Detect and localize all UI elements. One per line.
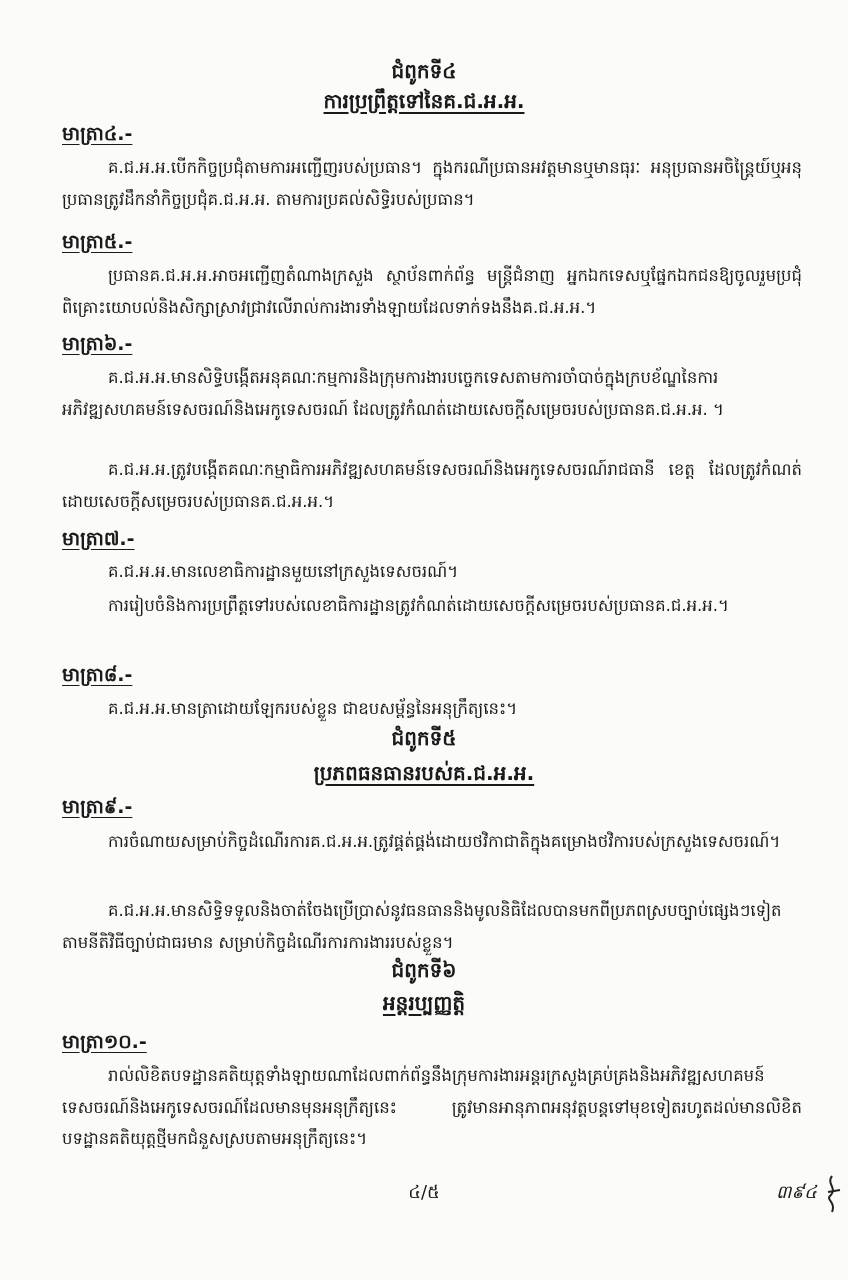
page-number: ៤/៥ — [408, 1182, 440, 1203]
handwritten-page-number: ៣៩៤ — [776, 1182, 817, 1203]
article-9-text-1: ការចំណាយសម្រាប់កិច្ចដំណើរការគ.ជ.អ.អ.ត្រូវផ្គត់ផ្គង់ដោយថវិកាជាតិក្នុងគម្រោងថវិការបស់ក្រសួងទេសចរណ៍។ — [108, 832, 781, 851]
article-7-label: មាត្រា៧.- — [62, 528, 135, 550]
article-6-text-2: គ.ជ.អ.អ.ត្រូវបង្កើតគណៈកម្មាធិការអភិវឌ្ឍសហគមន៍ទេសចរណ៍និងអេកូទេសចរណ៍រាជធានី ខេត្ត ដែលត្រូវកំណត់ដោយសេចក្ដីសម្រេចរបស់ប្រធានគ.ជ.អ.អ.។ — [62, 460, 802, 511]
chapter-4-title-text: ការប្រព្រឹត្តទៅនៃគ.ជ.អ.អ. — [323, 89, 525, 113]
article-6-paragraph-1 — [62, 362, 802, 425]
chapter-6-title-text: អន្តរប្បញ្ញត្តិ — [382, 991, 466, 1015]
chapter-5-title-text: ប្រភពធនធានរបស់គ.ជ.អ.អ. — [313, 761, 535, 785]
chapter-4-heading: ជំពូកទី៤ — [391, 59, 457, 83]
article-7-text-2: ការរៀបចំនិងការប្រព្រឹត្តទៅរបស់លេខាធិការដ្ឋានត្រូវកំណត់ដោយសេចក្ដីសម្រេចរបស់ប្រធានគ.ជ.អ.អ.។ — [108, 596, 729, 615]
article-7-paragraph-1 — [62, 556, 802, 588]
article-6-label: មាត្រា៦.- — [62, 333, 133, 355]
article-4-label: មាត្រា៤.- — [62, 123, 133, 145]
article-4-paragraph-1 — [62, 152, 802, 215]
article-8-paragraph-1 — [62, 693, 802, 725]
chapter-6-title — [0, 990, 848, 1020]
article-7-text-1: គ.ជ.អ.អ.មានលេខាធិការដ្ឋានមួយនៅក្រសួងទេសចរណ៍។ — [108, 562, 459, 581]
article-9-paragraph-2 — [62, 895, 802, 958]
chapter-6-heading: ជំពូកទី៦ — [391, 958, 457, 982]
article-6-text-1: គ.ជ.អ.អ.មានសិទ្ធិបង្កើតអនុគណៈកម្មការនិងក្រុមការងារបច្ចេកទេសតាមការចាំបាច់ក្នុងក្របខ័ណ្ឌនៃការអភិវឌ្ឍសហគមន៍ទេសចរណ៍និងអេកូទេសចរណ៍ ដែលត្រូវកំណត់ដោយសេចក្ដីសម្រេចរបស់ប្រធានគ.ជ.អ.អ. ។ — [62, 368, 724, 419]
chapter-5-heading: ជំពូកទី៥ — [391, 726, 457, 750]
article-4-text-1: គ.ជ.អ.អ.បើកកិច្ចប្រជុំតាមការអញ្ជើញរបស់ប្រធាន។ ក្នុងករណីប្រធានអវត្តមានឬមានធុរៈ អនុប្រធានអចិន្ត្រៃយ៍ឬអនុប្រធានត្រូវដឹកនាំកិច្ចប្រជុំគ.ជ.អ.អ. តាមការប្រគល់សិទ្ធិរបស់ប្រធាន។ — [62, 158, 802, 209]
article-8-label: មាត្រា៨.- — [62, 664, 133, 686]
article-5-label: មាត្រា៥.- — [62, 231, 133, 253]
signature-mark — [820, 1172, 844, 1224]
signature-icon — [820, 1172, 844, 1220]
article-9-text-2: គ.ជ.អ.អ.មានសិទ្ធិទទួលនិងចាត់ចែងប្រើប្រាស់នូវធនធាននិងមូលនិធិដែលបានមកពីប្រភពស្របច្បាប់ផ្សេងៗទៀតតាមនីតិវិធីច្បាប់ជាធរមាន សម្រាប់កិច្ចដំណើរការការងាររបស់ខ្លួន។ — [62, 901, 782, 952]
article-5-paragraph-1 — [62, 260, 802, 323]
article-8-text-1: គ.ជ.អ.អ.មានត្រាដោយឡែករបស់ខ្លួន ជាឧបសម្ព័ន្ធនៃអនុក្រឹត្យនេះ។ — [108, 699, 518, 718]
article-5-text-1: ប្រធានគ.ជ.អ.អ.អាចអញ្ជើញតំណាងក្រសួង ស្ថាប័នពាក់ព័ន្ធ មន្ត្រីជំនាញ អ្នកឯកទេសឬផ្នែកឯកជនឱ្យចូលរួមប្រជុំពិគ្រោះយោបល់និងសិក្សាស្រាវជ្រាវលើរាល់ការងារទាំងឡាយដែលទាក់ទងនឹងគ.ជ.អ.អ.។ — [62, 266, 802, 317]
article-10-paragraph-1 — [62, 1060, 802, 1155]
article-7-paragraph-2 — [62, 590, 802, 622]
chapter-4-title — [0, 88, 848, 118]
article-10-text-1: រាល់លិខិតបទដ្ឋានគតិយុត្តទាំងឡាយណាដែលពាក់ព័ន្ធនឹងក្រុមការងារអន្តរក្រសួងគ្រប់គ្រងនិងអភិវឌ្ឍសហគមន៍ទេសចរណ៍និងអេកូទេសចរណ៍ដែលមានមុនអនុក្រឹត្យនេះ ត្រូវមានអានុភាពអនុវត្តបន្តទៅមុខទៀតរហូតដល់មានលិខិតបទដ្ឋានគតិយុត្តថ្មីមកជំនួសស្របតាមអនុក្រឹត្យនេះ។ — [62, 1066, 802, 1148]
article-9-paragraph-1 — [62, 826, 802, 858]
chapter-5-title — [0, 760, 848, 790]
article-10-label: មាត្រា១០.- — [62, 1031, 147, 1053]
article-9-label: មាត្រា៩.- — [62, 796, 133, 818]
article-6-paragraph-2 — [62, 454, 802, 517]
